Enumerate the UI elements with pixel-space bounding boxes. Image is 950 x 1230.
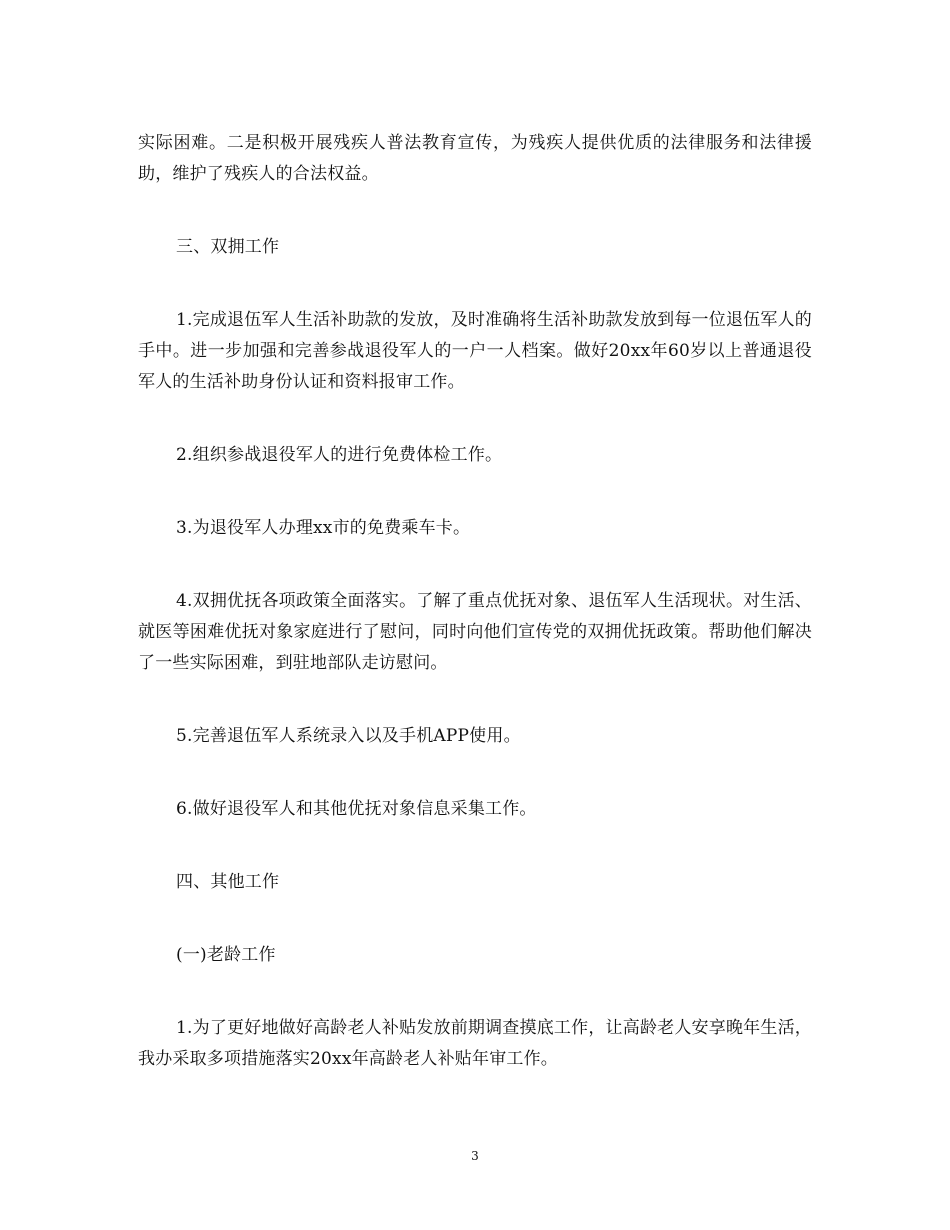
page-number: 3 bbox=[471, 1149, 479, 1163]
section-heading-shuangyong: 三、双拥工作 bbox=[176, 237, 280, 257]
paragraph-item-5: 5.完善退伍军人系统录入以及手机APP使用。 bbox=[176, 726, 521, 746]
paragraph-gap bbox=[138, 398, 812, 440]
paragraph-1: 实际困难。二是积极开展残疾人普法教育宣传，为残疾人提供优质的法律服务和法律援助，维护了残疾人的合法权益。 bbox=[138, 133, 812, 184]
paragraph-gap bbox=[138, 825, 812, 867]
paragraph-item-2: 2.组织参战退役军人的进行免费体检工作。 bbox=[176, 445, 503, 465]
paragraph-item-6: 6.做好退役军人和其他优抚对象信息采集工作。 bbox=[176, 799, 537, 819]
subsection-heading-elderly: (一)老龄工作 bbox=[176, 945, 276, 965]
paragraph-item-4: 4.双拥优抚各项政策全面落实。了解了重点优抚对象、退伍军人生活现状。对生活、就医等困难优抚对象家庭进行了慰问，同时向他们宣传党的双拥优抚政策。帮助他们解决了一些实际困难，到驻地部队走访慰问。 bbox=[138, 591, 812, 673]
paragraph-gap bbox=[138, 971, 812, 1013]
paragraph-gap bbox=[138, 752, 812, 794]
paragraph-gap bbox=[138, 263, 812, 305]
paragraph-gap bbox=[138, 190, 812, 232]
paragraph-elderly-item-1: 1.为了更好地做好高龄老人补贴发放前期调查摸底工作，让高龄老人安享晚年生活，我办采取多项措施落实20xx年高龄老人补贴年审工作。 bbox=[138, 1018, 812, 1069]
paragraph-gap bbox=[138, 679, 812, 721]
paragraph-gap bbox=[138, 471, 812, 513]
paragraph-gap bbox=[138, 898, 812, 940]
paragraph-gap bbox=[138, 544, 812, 586]
section-heading-other-work: 四、其他工作 bbox=[176, 872, 280, 892]
paragraph-item-1: 1.完成退伍军人生活补助款的发放，及时准确将生活补助款发放到每一位退伍军人的手中。进一步加强和完善参战退役军人的一户一人档案。做好20xx年60岁以上普通退役军人的生活补助身份认证和资料报审工作。 bbox=[138, 310, 812, 392]
paragraph-item-3: 3.为退役军人办理xx市的免费乘车卡。 bbox=[176, 518, 471, 538]
document-body bbox=[138, 128, 812, 1075]
